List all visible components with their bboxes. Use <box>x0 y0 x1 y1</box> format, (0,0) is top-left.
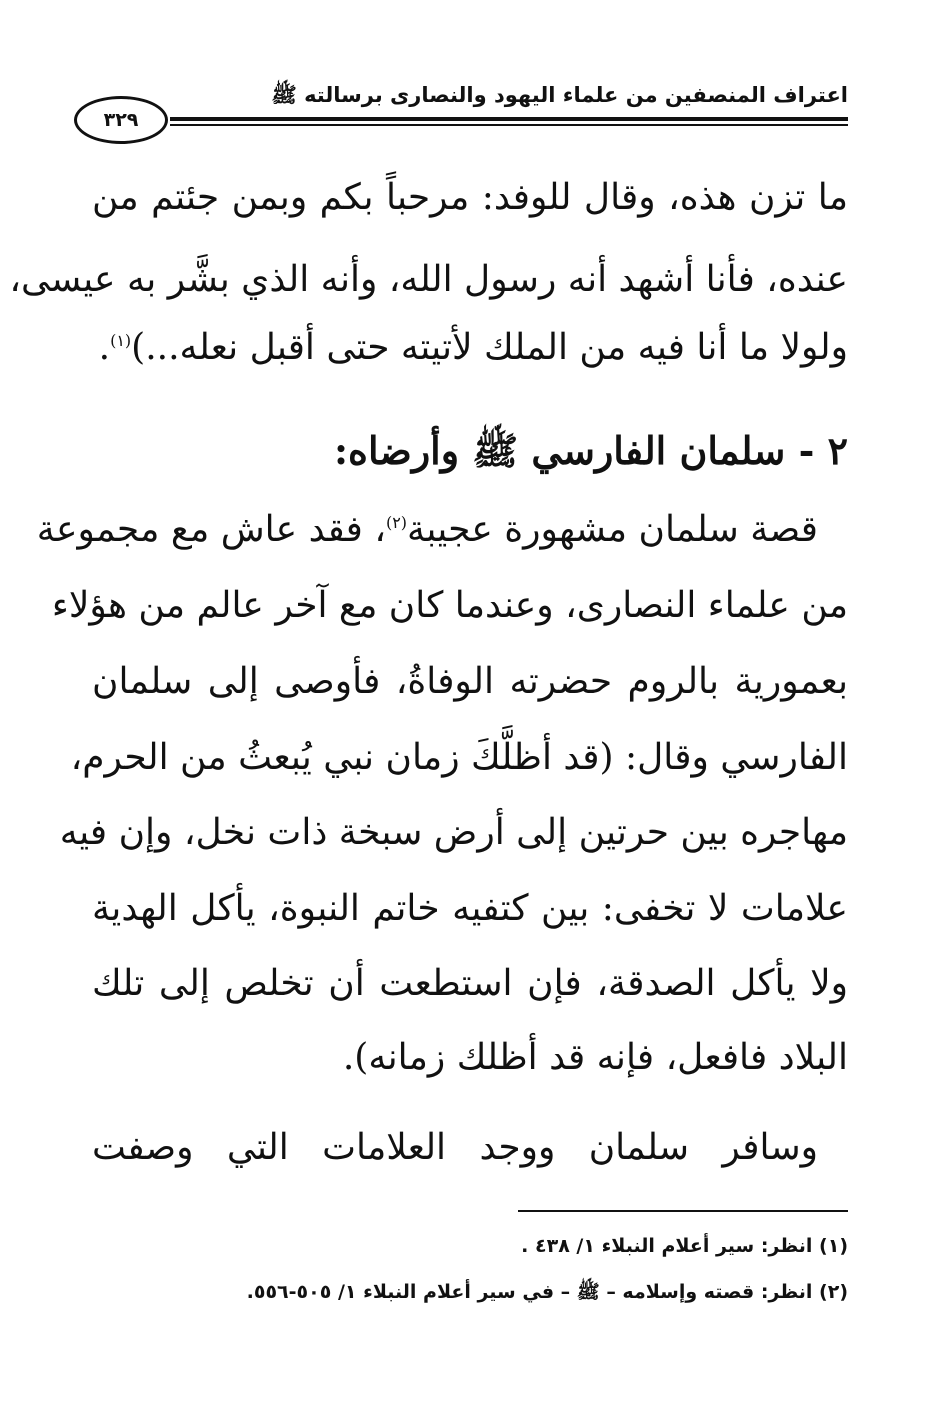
body-line: ولا يأكل الصدقة، فإن استطعت أن تخلص إلى تلك <box>92 963 848 1004</box>
footnote-ref: (٢) <box>385 513 408 532</box>
footnote: (٢) انظر: قصته وإسلامه – ﷺ – في سير أعلام النبلاء ١/ ٥٠٥-٥٥٦. <box>246 1281 848 1303</box>
body-text: قصة سلمان مشهورة عجيبة <box>407 509 818 550</box>
section-heading: ٢ - سلمان الفارسي ﷺ وأرضاه: <box>334 428 848 473</box>
body-line <box>36 509 818 550</box>
footnote: (١) انظر: سير أعلام النبلاء ١/ ٤٣٨ . <box>521 1235 848 1257</box>
body-line: بعمورية بالروم حضرته الوفاةُ، فأوصى إلى سلمان <box>92 661 848 702</box>
body-line: من علماء النصارى، وعندما كان مع آخر عالم من هؤلاء <box>51 585 848 626</box>
body-line: البلاد فافعل، فإنه قد أظلك زمانه). <box>342 1037 848 1078</box>
body-line: عنده، فأنا أشهد أنه رسول الله، وأنه الذي بشَّر به عيسى، <box>9 259 848 300</box>
page-number: ٣٢٩ <box>74 96 168 144</box>
header-rule-thick <box>170 117 848 121</box>
footnote-separator <box>518 1210 848 1212</box>
body-line: وسافر سلمان ووجد العلامات التي وصفت <box>92 1127 818 1168</box>
body-line: ما تزن هذه، وقال للوفد: مرحباً بكم وبمن جئتم من <box>92 177 848 218</box>
running-title: اعتراف المنصفين من علماء اليهود والنصارى برسالته ﷺ <box>271 83 848 107</box>
body-line: علامات لا تخفى: بين كتفيه خاتم النبوة، يأكل الهدية <box>92 888 848 929</box>
body-line: مهاجره بين حرتين إلى أرض سبخة ذات نخل، وإن فيه <box>59 812 848 853</box>
footnote-ref: (١) <box>110 331 132 350</box>
body-line: الفارسي وقال: (قد أظلَّكَ زمان نبي يُبعثُ من الحرم، <box>70 737 848 778</box>
body-text: ، فقد عاش مع مجموعة <box>36 509 386 550</box>
body-line <box>92 327 848 368</box>
header-rule-thin <box>170 124 848 126</box>
period: . <box>98 327 111 368</box>
body-text: ولولا ما أنا فيه من الملك لأتيته حتى أقبل نعله...) <box>131 327 848 368</box>
